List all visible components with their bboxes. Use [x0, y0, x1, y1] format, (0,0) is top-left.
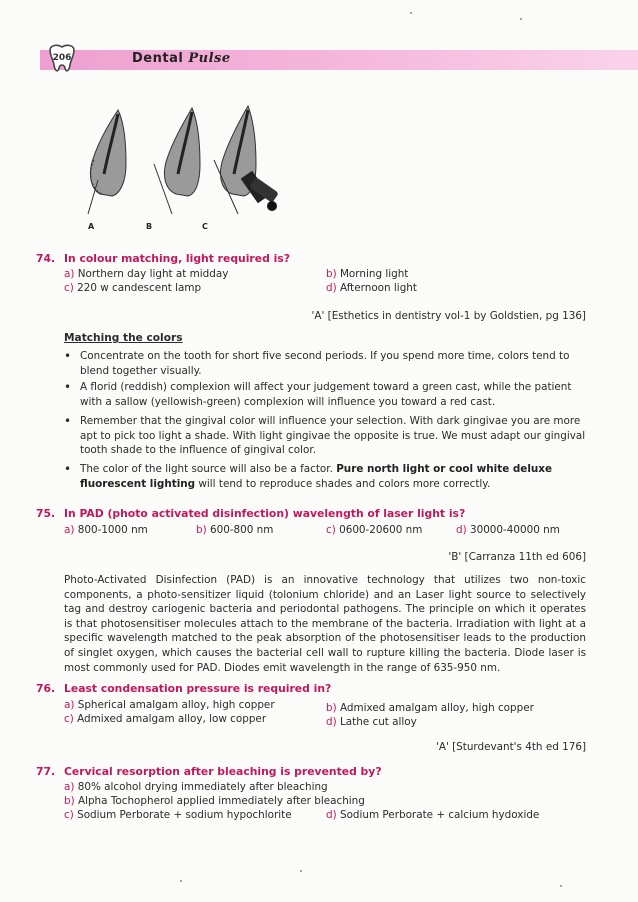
option-c: c) 0600-20600 nm: [326, 524, 423, 536]
bullet-item: • Concentrate on the tooth for short five second periods. If you spend more time, colors tend to blend together visually.: [64, 349, 570, 377]
explanation-paragraph: Photo-Activated Disinfection (PAD) is an innovative technology that utilizes two non-toxic components, a photo-sensitizer liquid (tolonium chloride) and an Laser light source to selectively tag and destroy cariogenic bacteria and periodontal pathogens. The principle on which it operates is that photosensitiser molecules attach to the membrane of the bacteria. Irradiation with light at a specific wavelength matched to the peak absorption of the photosensitiser leads to the production of singlet oxygen, which causes the bacterial cell wall to rupture killing the bacteria. Diode laser is most commonly used for PAD. Diodes emit wavelength in the range of 635-950 nm.: [64, 574, 586, 674]
question-number: 75.: [36, 507, 56, 520]
figure-label-c: C: [202, 222, 208, 231]
bullet-item: • A florid (reddish) complexion will affect your judgement toward a green cast, while the patient with a sallow (yellowish-green) complexion will influence you toward a red cast.: [64, 380, 572, 408]
option-a: a) 800-1000 nm: [64, 524, 148, 536]
question-number: 74.: [36, 252, 56, 265]
option-a: a) Spherical amalgam alloy, high copper: [64, 699, 275, 711]
question-77: [36, 765, 382, 778]
figure-label-a: A: [88, 222, 95, 231]
option-d: d) Lathe cut alloy: [326, 716, 417, 728]
option-b: b) 600-800 nm: [196, 524, 274, 536]
question-text: Cervical resorption after bleaching is prevented by?: [64, 765, 382, 778]
question-75: [36, 507, 465, 520]
option-c: c) Sodium Perborate + sodium hypochlorite: [64, 809, 292, 821]
section-heading: Matching the colors: [64, 332, 183, 344]
option-d: d) 30000-40000 nm: [456, 524, 560, 536]
scan-speck: [560, 885, 562, 887]
option-d: d) Sodium Perborate + calcium hydoxide: [326, 809, 540, 821]
page-number: 206: [52, 53, 72, 63]
tooth-a-drawing: [88, 110, 126, 214]
scan-speck: [300, 870, 302, 872]
tooth-illustration: [80, 102, 300, 242]
reference: 'A' [Sturdevant's 4th ed 176]: [435, 741, 586, 753]
question-number: 76.: [36, 682, 56, 695]
tooth-b-drawing: [154, 108, 200, 214]
option-b: b) Alpha Tochopherol applied immediately after bleaching: [64, 795, 365, 807]
scan-speck: [520, 18, 522, 20]
scan-speck: [410, 12, 412, 14]
tooth-figure: [80, 102, 300, 242]
page-header: [40, 46, 638, 72]
option-c: c) Admixed amalgam alloy, low copper: [64, 713, 267, 725]
question-number: 77.: [36, 765, 56, 778]
figure-label-b: B: [146, 222, 153, 231]
question-text: Least condensation pressure is required in?: [64, 682, 332, 695]
option-b: b) Admixed amalgam alloy, high copper: [326, 702, 534, 714]
scan-speck: [180, 880, 182, 882]
option-a: a) Northern day light at midday: [64, 268, 229, 280]
option-b: b) Morning light: [326, 268, 409, 280]
bullet-item: • Remember that the gingival color will influence your selection. With dark gingivae you are more apt to pick too light a shade. With light gingivae the opposite is true. We must adapt our gingival tooth shade to the influence of gingival color.: [64, 414, 586, 457]
bullet-item: • The color of the light source will also be a factor. Pure north light or cool white deluxe fluorescent lighting will tend to reproduce shades and colors more correctly.: [64, 462, 553, 490]
tooth-c-drawing: [214, 106, 279, 214]
option-d: d) Afternoon light: [326, 282, 417, 294]
question-74: [36, 252, 290, 265]
journal-title: Dental Pulse: [132, 51, 231, 66]
reference: 'B' [Carranza 11th ed 606]: [448, 551, 586, 563]
option-c: c) 220 w candescent lamp: [64, 282, 202, 294]
reference: 'A' [Esthetics in dentistry vol-1 by Goldstien, pg 136]: [311, 310, 586, 322]
question-text: In PAD (photo activated disinfection) wavelength of laser light is?: [64, 507, 466, 520]
option-a: a) 80% alcohol drying immediately after bleaching: [64, 781, 328, 793]
question-text: In colour matching, light required is?: [64, 252, 290, 265]
question-76: [36, 682, 331, 695]
header-bar: [40, 50, 638, 70]
